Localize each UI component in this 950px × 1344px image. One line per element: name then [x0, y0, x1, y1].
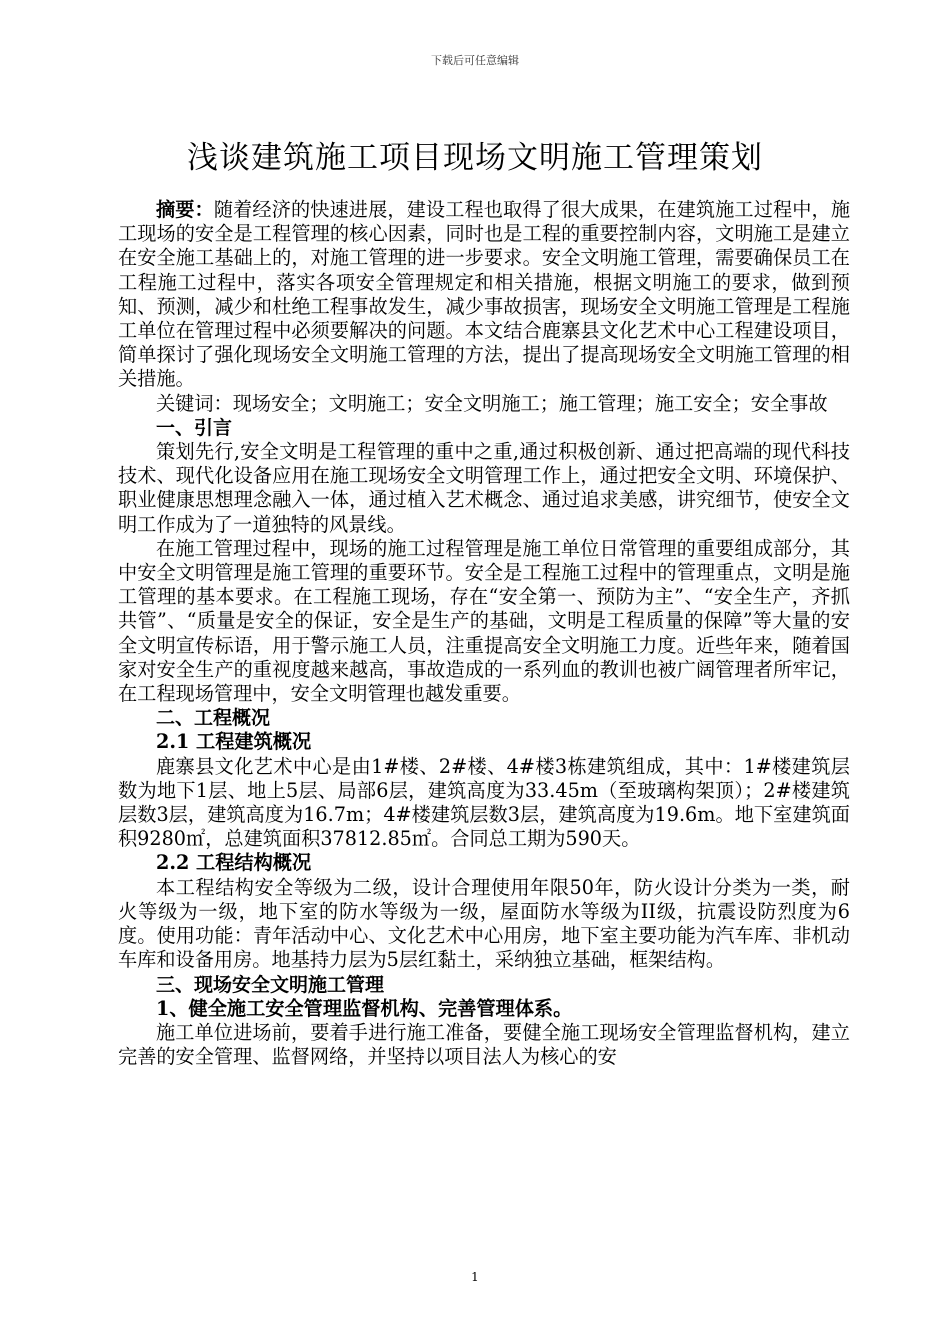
section-3-1-paragraph: 施工单位进场前，要着手进行施工准备，要健全施工现场安全管理监督机构，建立完善的安全管理、监督网络，并坚持以项目法人为核心的安	[118, 1020, 850, 1069]
section-2-2-heading: 2.2 工程结构概况	[156, 851, 312, 875]
section-2-heading: 二、工程概况	[156, 707, 271, 730]
document-title: 浅谈建筑施工项目现场文明施工管理策划	[187, 140, 763, 176]
keywords-label: 关键词：	[156, 391, 233, 415]
section-3-heading: 三、现场安全文明施工管理	[156, 973, 385, 996]
document-body	[118, 198, 850, 1069]
section-3-1-heading: 1、健全施工安全管理监督机构、完善管理体系。	[156, 996, 573, 1020]
section-1-paragraph-1: 策划先行,安全文明是工程管理的重中之重,通过积极创新、通过把高端的现代科技技术、现代化设备应用在施工现场安全文明管理工作上，通过把安全文明、环境保护、职业健康思想理念融入一体，通过植入艺术概念、通过追求美感，讲究细节，使安全文明工作成为了一道独特的风景线。	[118, 440, 850, 536]
section-2-2-paragraph: 本工程结构安全等级为二级，设计合理使用年限50年，防火设计分类为一类，耐火等级为一级，地下室的防水等级为一级，屋面防水等级为II级，抗震设防烈度为6度。使用功能：青年活动中心、文化艺术中心用房，地下室主要功能为汽车库、非机动车库和设备用房。地基持力层为5层红黏土，采纳独立基础，框架结构。	[118, 875, 850, 972]
header-note: 下载后可任意编辑	[431, 54, 519, 67]
abstract-label: 摘要：	[156, 198, 214, 221]
section-2-1-paragraph: 鹿寨县文化艺术中心是由1#楼、2#楼、4#楼3栋建筑组成，其中：1#楼建筑层数为地下1层、地上5层、局部6层，建筑高度为33.45m（至玻璃构架顶）；2#楼建筑层数3层，建筑高度为16.7m；4#楼建筑层数3层，建筑高度为19.6m。地下室建筑面积9280㎡，总建筑面积37812.85㎡。合同总工期为590天。	[118, 754, 850, 851]
keywords-paragraph	[118, 392, 850, 416]
section-2-1-heading: 2.1 工程建筑概况	[156, 730, 312, 754]
abstract-paragraph	[118, 198, 850, 392]
section-1-heading: 一、引言	[156, 416, 233, 439]
keywords-text: 现场安全；文明施工；安全文明施工；施工管理；施工安全；安全事故	[232, 391, 828, 415]
section-1-paragraph-2: 在施工管理过程中，现场的施工过程管理是施工单位日常管理的重要组成部分，其中安全文明管理是施工管理的重要环节。安全是工程施工过程中的管理重点，文明是施工管理的基本要求。在工程施工现场，存在“安全第一、预防为主”、“安全生产，齐抓共管”、“质量是安全的保证，安全是生产的基础，文明是工程质量的保障”等大量的安全文明宣传标语，用于警示施工人员，注重提高安全文明施工力度。近些年来，随着国家对安全生产的重视度越来越高，事故造成的一系列血的教训也被广阔管理者所牢记，在工程现场管理中，安全文明管理也越发重要。	[118, 536, 850, 706]
page-number: 1	[471, 1270, 479, 1284]
abstract-text: 随着经济的快速进展，建设工程也取得了很大成果，在建筑施工过程中，施工现场的安全是工程管理的核心因素，同时也是工程的重要控制内容，文明施工是建立在安全施工基础上的，对施工管理的进一步要求。安全文明施工管理，需要确保员工在工程施工过程中，落实各项安全管理规定和相关措施，根据文明施工的要求，做到预知、预测，减少和杜绝工程事故发生，减少事故损害，现场安全文明施工管理是工程施工单位在管理过程中必须要解决的问题。本文结合鹿寨县文化艺术中心工程建设项目，简单探讨了强化现场安全文明施工管理的方法，提出了提高现场安全文明施工管理的相关措施。	[118, 198, 851, 391]
